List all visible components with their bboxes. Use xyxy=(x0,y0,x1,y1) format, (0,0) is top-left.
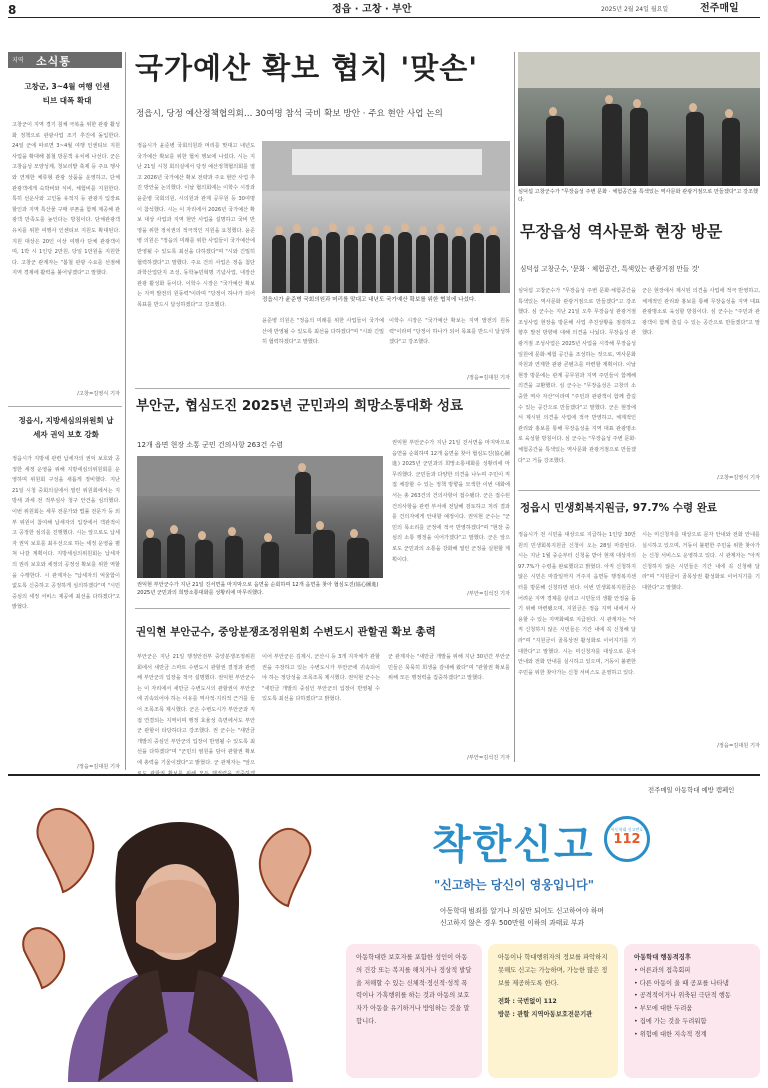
story3-credit: /부안=김석진 기자 xyxy=(467,591,510,597)
ad-box2-body: 아동이나 학대행위자의 정보를 파악하지 못해도 신고는 가능하며, 가능한 많은 정보를 제공하도록 한다. xyxy=(498,954,608,987)
sidebar-header xyxy=(8,52,122,68)
story4-body-col3: 군 관계자는 "새만금 개발을 위해 지난 30년간 부안군민들은 묵묵히 희생을 감내해 왔다"며 "관할권 확보를 위해 모든 행정력을 집중하겠다"고 말했다. xyxy=(388,654,510,682)
story2-credit: /고창=김영식 기자 xyxy=(717,475,760,481)
story5-headline: 정읍시 민생회복지원금, 97.7% 수령 완료 xyxy=(520,502,718,514)
story2-photo-caption: 심덕섭 고창군수가 "무장읍성 주변 문화 · 체험공간을 특색있는 역사문화 관광거점으로 만들겠다"고 강조했다. xyxy=(518,189,759,203)
story3-body: 권익현 부안군수가 지난 21일 진서면을 마지막으로 읍면을 순회하며 12개 읍면을 찾아 협심도진(協心圖進) 2025년 군민과의 희망소통대화를 성황리에 마무리했다. 군민들과 다양한 의견을 나누며 주민이 직접 체감할 수 있는 정책 방향을 모색한 이번 대화에서는 총 263건의 건의사항이 접수됐다. 군은 접수된 건의사항을 관련 부서에 전달해 검토하고 처리 결과를 건의자에게 안내할 예정이다. 권익현 군수는 "군민의 목소리를 군정에 적극 반영하겠다"며 "현장 중심의 소통 행정을 이어가겠다"고 말했다. 군은 앞으로도 군민과의 소통을 강화해 열린 군정을 실현할 계획이다. xyxy=(392,440,510,563)
ad-box1-text: 아동학대란 보호자를 포함한 성인이 아동의 건강 또는 복지를 해치거나 정상적 발달을 저해할 수 있는 신체적·정신적·성적 폭력이나 가혹행위를 하는 것과 아동의 보호자가 아동을 유기하거나 방임하는 것을 말합니다. xyxy=(356,954,472,1025)
ad-intro-line2: 신고하지 않은 경우 500만원 이하의 과태료 부과 xyxy=(440,919,585,927)
story1-photo-caption: 정읍시가 윤준병 국회의원과 머리를 맞대고 내년도 국가예산 확보를 위한 협치에 나섰다. xyxy=(262,297,477,303)
sidebar-tag: 지역 xyxy=(12,57,24,64)
story4-credit: /부안=김석진 기자 xyxy=(467,755,510,761)
ad-box1 xyxy=(346,944,482,1078)
story1-credit: /정읍=김대원 기자 xyxy=(467,375,510,381)
ad-box3-item: • 위험에 대한 지속적 경계 xyxy=(634,1030,707,1038)
story3-headline: 부안군, 협심도진 2025년 군민과의 희망소통대화 성료 xyxy=(136,398,464,414)
story2-subhead: 심덕섭 고창군수, '문화 · 체험공간, 특색있는 관광거점 만들 것' xyxy=(520,265,700,273)
story3-subhead: 12개 읍면 현장 소통 군민 건의사항 263건 수렴 xyxy=(137,441,284,449)
ad-campaign xyxy=(8,780,760,1082)
ad-top-rule xyxy=(8,774,760,776)
ad-112-badge xyxy=(604,816,650,862)
masthead xyxy=(0,0,768,18)
ad-box3-item: • 집에 가는 것을 두려워함 xyxy=(634,1017,707,1025)
sidebar xyxy=(8,52,122,752)
story3-photo-caption: 권익현 부안군수가 지난 21일 진서면을 마지막으로 읍면을 순회하며 12개 읍면을 찾아 협심도진(協心圖進) 2025년 군민과의 희망소통대화를 성황리에 마무리했다. xyxy=(137,582,379,597)
ad-box3 xyxy=(624,944,760,1078)
ad-campaign-title: 착한신고 xyxy=(432,822,595,868)
sidebar-item2-body: 정읍시가 지방세 관련 납세자의 권익 보호와 공정한 세정 운영을 위해 지방세심의위원회를 운영하며 위원회 구성을 새롭게 정비했다. 지난 21일 시청 중회의실에서 열린 위원회에서는 지방세 과세 전 적부심사 청구 안건을 심의했다. 이번 위원회는 세무 전문가와 법률 전문가 등 외부 위원이 참여해 납세자의 입장에서 객관적이고 공정한 심의를 진행했다. 시는 앞으로도 납세자 권익 보호를 최우선으로 하는 세정 운영을 펼쳐 나갈 계획이다. 지방세심의위원회는 납세자의 권리 보호와 세정의 공정성 확보를 위한 역할을 수행한다. 시 관계자는 "납세자의 억울함이 없도록 신중하고 공정하게 심의하겠다"며 "시민 중심의 세정 서비스 제공에 최선을 다하겠다"고 밝혔다. xyxy=(12,456,120,611)
sidebar-item1-headline: 고창군, 3~4월 여행 인센티브 대폭 확대 xyxy=(24,82,110,105)
ad-box3-title: 아동학대 행동적징후 xyxy=(634,954,691,961)
paper-name: 전주매일 xyxy=(700,3,739,14)
sidebar-item2-headline: 정읍시, 지방세심의위원회 납세자 권익 보호 강화 xyxy=(18,416,114,439)
story1-body-col1: 정읍시가 윤준병 국회의원과 머리를 맞대고 내년도 국가예산 확보를 위한 협치 행보에 나섰다. 시는 지난 21일 시청 회의실에서 당정 예산정책협의회를 열고 2026년 국가예산 확보 전략과 주요 현안 사업 추진 방안을 논의했다. 이날 협의회에는 이학수 시장과 윤준병 국회의원, 시의원과 관계 공무원 등 30여명이 참석했다. 시는 이 자리에서 2026년 국가예산 확보 대상 사업과 지역 현안 사업을 설명하고 국비 반영을 위한 정치권의 적극적인 지원을 요청했다. 윤준병 의원은 "정읍의 미래를 위한 사업들이 국가예산에 반영될 수 있도록 최선을 다하겠다"며 "시와 긴밀히 협력하겠다"고 말했다. 주요 건의 사업은 정읍 첨단과학산업단지 조성, 동학농민혁명 기념사업, 내장산 관광 활성화 등이다. 이학수 시장은 "국가예산 확보는 지역 발전의 원동력"이라며 "당정이 하나가 되어 목표를 반드시 달성하겠다"고 강조했다. xyxy=(137,143,255,308)
page-number: 8 xyxy=(8,3,17,17)
story3-divider xyxy=(135,388,510,389)
story5-divider xyxy=(518,490,760,491)
story5-body-col1: 정읍시가 전 시민을 대상으로 지급하는 1인당 30만원의 민생회복지원금 신청이 오는 28일 마감된다. 시는 지난 1월 중순부터 신청을 받아 현재 대상자의 97.7%가 수령을 완료했다고 밝혔다. 아직 신청하지 않은 시민은 마감일까지 거주지 읍면동 행정복지센터를 방문해 신청하면 된다. 이번 민생회복지원금은 어려운 지역 경제를 살리고 시민들의 생활 안정을 돕기 위해 마련됐으며, 지원금은 정읍 지역 내에서 사용할 수 있는 지역화폐로 지급된다. 시 관계자는 "아직 신청하지 않은 시민들은 기간 내에 꼭 신청해 달라"며 "지원금이 골목상권 활성화로 이어지기를 기대한다"고 말했다. 시는 미신청자를 대상으로 문자 안내와 전화 안내를 실시하고 있으며, 거동이 불편한 주민을 위한 찾아가는 신청 서비스도 운영하고 있다. xyxy=(518,532,636,676)
sidebar-item2-credit: /정읍=김대원 기자 xyxy=(77,764,120,770)
story2-body-col1: 심덕섭 고창군수가 "무장읍성 주변 문화·체험공간을 특색있는 역사문화 관광거점으로 만들겠다"고 강조했다. 심 군수는 지난 21일 오후 무장읍성 관광거점 조성사업 현장을 방문해 사업 추진상황을 점검하고 향후 발전 방향에 대해 의견을 나눴다. 무장읍성 관광거점 조성사업은 2025년 사업을 시작해 무장읍성 일원에 문화·체험 공간을 조성하는 것으로, 역사문화 자원과 연계한 관광 콘텐츠를 마련할 계획이다. 이날 현장 방문에는 관계 공무원과 지역 주민들이 함께해 의견을 교환했다. 심 군수는 "무장읍성은 고창의 소중한 역사 자산"이라며 "주민과 관광객이 함께 즐길 수 있는 공간으로 만들겠다"고 말했다. 군은 현장에서 제시된 의견을 사업에 적극 반영하고, 체계적인 관리와 홍보를 통해 무장읍성을 지역 대표 관광명소로 육성할 방침이다. 심 군수는 "무장읍성 주변 문화·체험공간을 특색있는 역사문화 관광거점으로 만들겠다"고 거듭 강조했다. xyxy=(518,288,636,464)
ad-box3-item: • 부모에 대한 두려움 xyxy=(634,1005,693,1013)
story1-headline: 국가예산 확보 협치 '맞손' xyxy=(135,51,479,85)
story4-divider xyxy=(135,608,510,609)
ad-box3-item: • 공격적이거나 위축된 극단적 행동 xyxy=(634,992,731,1000)
distressed-child-illustration xyxy=(8,792,338,1082)
ad-box2 xyxy=(488,944,618,1078)
story1-photo xyxy=(262,141,510,293)
ad-box2-phone: 전화 : 국번없이 112 xyxy=(498,998,557,1006)
ad-badge-text: 아동학대 신고번호 xyxy=(610,827,644,832)
masthead-rule xyxy=(8,17,760,18)
story3-photo xyxy=(137,456,383,578)
sidebar-divider xyxy=(8,406,122,407)
ad-box3-item: • 다른 아동이 울 때 공포를 나타냄 xyxy=(634,979,729,987)
story1-body-col3: 이학수 시장은 "국가예산 확보는 지역 발전의 원동력"이라며 "당정이 하나가 되어 목표를 반드시 달성하겠다"고 강조했다. xyxy=(389,318,510,346)
story2-photo xyxy=(518,52,760,186)
ad-top-note: 전주매일 아동학대 예방 캠페인 xyxy=(648,786,735,794)
right-column-rule xyxy=(514,52,515,762)
story4-headline: 권익현 부안군수, 중앙분쟁조정위원회 수변도시 관할권 확보 총력 xyxy=(136,626,436,638)
sidebar-item1-body: 고창군이 지역 경기 침체 극복을 위한 관광 활성화 정책으로 관광사업 조기 추진에 돌입한다. 24일 군에 따르면 3~4월 여행 인센티브 지원 사업을 확대해 봄철 방문객 유치에 나선다. 군은 고창읍성 모양성제, 청보리밭 축제 등 주요 행사와 연계한 체류형 관광 상품을 운영하고, 단체 관광객에게 숙박비와 식비, 체험비를 지원한다. 특히 선운사와 고인돌 유적지 등 관광지 입장료 할인과 지역 특산물 구매 쿠폰을 함께 제공해 관광객 만족도를 높인다는 방침이다. 단체관광객 유치를 위한 여행사 인센티브 지원도 확대된다. 지원 대상은 20인 이상 여행사 단체 관광객이며, 1박 시 1인당 2만원, 당일 1만원을 지원한다. 고창군 관계자는 "봄철 관광 수요를 선점해 지역 경제에 활력을 불어넣겠다"고 말했다. xyxy=(12,122,120,277)
section-title: 정읍 · 고창 · 부안 xyxy=(332,4,412,15)
story4-body-col2: 이어 부안군은 김제시, 군산시 등 3개 지자체가 관할권을 주장하고 있는 수변도시가 부안군에 귀속되어야 하는 정당성을 조목조목 제시했다. 권익현 군수는 "새만금 개발의 중심인 부안군의 입장이 반영될 수 있도록 최선을 다하겠다"고 밝혔다. xyxy=(262,654,380,703)
story2-body-col2: 군은 현장에서 제시된 의견을 사업에 적극 반영하고, 체계적인 관리와 홍보를 통해 무장읍성을 지역 대표 관광명소로 육성할 방침이다. 심 군수는 "주민과 관광객이 함께 즐길 수 있는 공간으로 만들겠다"고 말했다. xyxy=(642,288,760,337)
story2-headline: 무장읍성 역사문화 현장 방문 xyxy=(520,222,723,241)
story1-subhead: 정읍시, 당정 예산정책협의회… 30여명 참석 국비 확보 방안 · 주요 현안 사업 논의 xyxy=(136,109,443,119)
story4-body-col1: 부안군은 지난 21일 행정안전부 중앙분쟁조정위원회에서 새만금 스마트 수변도시 관할권 결정과 관련해 부안군의 입장을 적극 설명했다. 권익현 부안군수는 이 자리에서 새만금 수변도시의 관할권이 부안군에 귀속되어야 하는 이유를 역사적·지리적 근거를 들어 조목조목 제시했다. 군은 수변도시가 부안군과 직접 연결되는 지역이며 행정 효율성 측면에서도 부안군 관할이 타당하다고 강조했다. 권 군수는 "새만금 개발의 중심인 부안군의 입장이 반영될 수 있도록 최선을 다하겠다"며 "군민의 염원을 담아 관할권 확보에 총력을 기울이겠다"고 밝혔다. 군 관계자는 "앞으 xyxy=(137,654,255,766)
issue-date: 2025년 2월 24일 월요일 xyxy=(601,6,669,13)
story5-body-col2: 시는 미신청자를 대상으로 문자 안내와 전화 안내를 실시하고 있으며, 거동이 불편한 주민을 위한 찾아가는 신청 서비스도 운영하고 있다. 시 관계자는 "아직 신청하지 않은 시민들은 기간 내에 꼭 신청해 달라"며 "지원금이 골목상권 활성화로 이어지기를 기대한다"고 말했다. xyxy=(642,532,760,591)
ad-badge-number: 112 xyxy=(613,832,641,848)
sidebar-item1-credit: /고창=김영식 기자 xyxy=(77,391,120,397)
ad-intro-line1: 아동학대 범죄를 알거나 의심만 되어도 신고하여야 하며 xyxy=(440,907,604,915)
ad-box2-visit: 방문 : 관할 지역아동보호전문기관 xyxy=(498,1011,593,1019)
sidebar-title: 소식통 xyxy=(36,55,71,68)
ad-box3-item: • 어른과의 접촉회피 xyxy=(634,966,691,974)
ad-slogan: "신고하는 당신이 영웅입니다" xyxy=(434,878,594,892)
story5-credit: /정읍=김대원 기자 xyxy=(717,743,760,749)
sidebar-column-rule xyxy=(125,52,126,770)
story1-body-col2: 윤준병 의원은 "정읍의 미래를 위한 사업들이 국가예산에 반영될 수 있도록 최선을 다하겠다"며 "시와 긴밀히 협력하겠다"고 말했다. xyxy=(262,318,384,346)
